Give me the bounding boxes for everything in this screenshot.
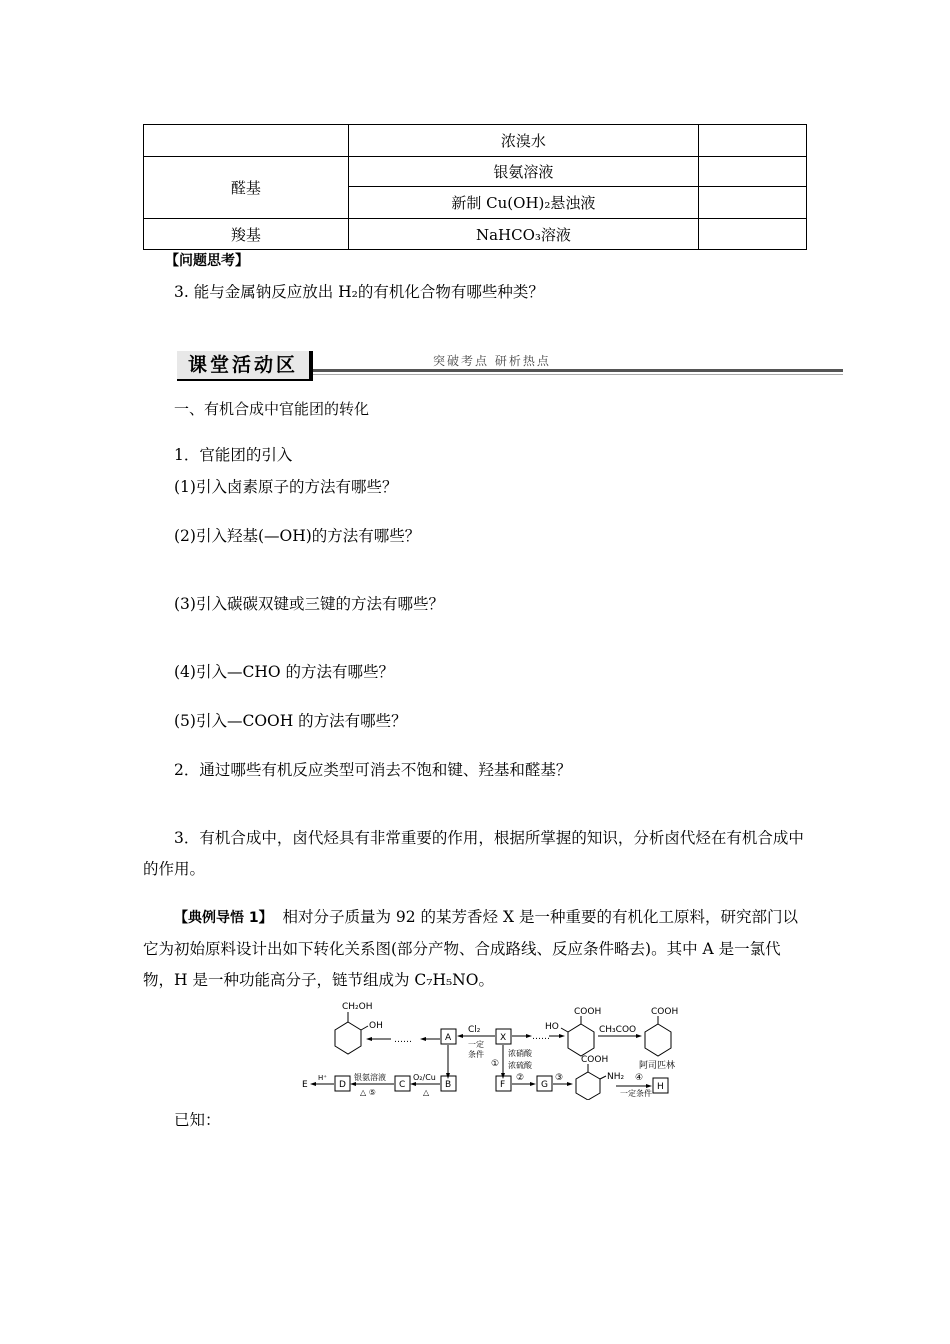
- arrow-head: [559, 1034, 565, 1038]
- step2-label: ②: [516, 1073, 525, 1083]
- banner-rule-thin: [313, 374, 843, 375]
- label-e: E: [302, 1080, 308, 1090]
- delta-label: △: [423, 1088, 430, 1097]
- table-cell: [699, 125, 807, 157]
- sulfuric-label: 浓硫酸: [508, 1061, 532, 1070]
- known-label: 已知：: [174, 1111, 221, 1129]
- arrow-head: [310, 1082, 316, 1086]
- table-cell: [699, 157, 807, 187]
- banner-rule: [313, 369, 843, 372]
- step1-label: ①: [491, 1059, 500, 1069]
- label-f: F: [500, 1080, 506, 1090]
- silver-label: 银氨溶液: [354, 1073, 386, 1082]
- example-paragraph: [143, 902, 808, 996]
- aminobenzoic-ring: [576, 1064, 606, 1100]
- arrow-head: [410, 1082, 416, 1086]
- cooh-label-3: COOH: [581, 1055, 609, 1065]
- cond-label-2: 条件: [468, 1050, 484, 1059]
- cooh-label: COOH: [574, 1007, 602, 1017]
- cond-label-1: 一定: [468, 1040, 484, 1049]
- question-1: (1)引入卤素原子的方法有哪些？: [174, 478, 398, 496]
- arrow-head: [530, 1082, 536, 1086]
- oh-label: OH: [369, 1021, 383, 1031]
- item-3: 3．有机合成中，卤代烃具有非常重要的作用，根据所掌握的知识，分析卤代烃在有机合成中的作用。: [143, 829, 804, 878]
- ch2oh-label: CH₂OH: [342, 1002, 373, 1012]
- table-cell: 浓溴水: [348, 125, 699, 157]
- label-h: H: [657, 1082, 664, 1092]
- o2cu-label: O₂/Cu: [413, 1073, 436, 1082]
- cooh-label-2: COOH: [651, 1007, 679, 1017]
- example-tag: 【典例导悟 1】: [174, 910, 273, 926]
- dots-label: ……: [394, 1035, 412, 1045]
- ho-label: HO: [545, 1022, 559, 1032]
- label-b: B: [445, 1080, 452, 1090]
- arrow-head: [350, 1082, 356, 1086]
- question-5: (5)引入—COOH 的方法有哪些？: [174, 712, 407, 730]
- label-c: C: [399, 1080, 406, 1090]
- aspirin-ring: [645, 1016, 671, 1056]
- label-x: X: [500, 1033, 507, 1043]
- salicylic-ring: [561, 1016, 594, 1056]
- item-2: 2．通过哪些有机反应类型可消去不饱和键、羟基和醛基？: [174, 761, 572, 779]
- item-1: 1．官能团的引入: [174, 446, 293, 464]
- section-heading: 一、有机合成中官能团的转化: [174, 400, 370, 418]
- ch3coo-label: CH₃COO: [599, 1025, 637, 1035]
- table-cell: 醛基: [144, 157, 349, 219]
- question-3-bond: (3)引入碳碳双键或三键的方法有哪些？: [174, 595, 444, 613]
- hplus-label: H⁺: [318, 1074, 327, 1082]
- table-cell: [699, 187, 807, 219]
- dots-label-2: ……: [532, 1032, 550, 1042]
- label-d: D: [339, 1080, 346, 1090]
- reagent-table: [143, 124, 807, 250]
- cond-once-label: 一定条件: [620, 1089, 652, 1098]
- cl2-label: Cl₂: [468, 1025, 481, 1035]
- table-cell: 羧基: [144, 219, 349, 250]
- question-4: (4)引入—CHO 的方法有哪些？: [174, 663, 394, 681]
- table-cell: [699, 219, 807, 250]
- example-text: 相对分子质量为 92 的某芳香烃 X 是一种重要的有机化工原料，研究部门以它为初始原料设计出如下转化关系图(部分产物、合成路线、反应条件略去)。其中 A 是一氯代物，H 是一种功能高分子，链节组成为 C₇H₅NO。: [143, 908, 798, 989]
- arrow-head: [457, 1034, 463, 1038]
- question-2: (2)引入羟基(—OH)的方法有哪些？: [174, 527, 421, 545]
- nh2-label: NH₂: [607, 1072, 625, 1082]
- nitric-label: 浓硝酸: [508, 1049, 532, 1058]
- reaction-scheme: [298, 996, 700, 1100]
- arrow-head: [420, 1037, 426, 1041]
- label-g: G: [541, 1080, 548, 1090]
- step3-label: ③: [555, 1073, 564, 1083]
- table-cell: 新制 Cu(OH)₂悬浊液: [348, 187, 699, 219]
- arrow-head: [567, 1082, 573, 1086]
- label-a: A: [445, 1033, 452, 1043]
- arrow-head: [366, 1037, 372, 1041]
- step5-label: △ ⑤: [360, 1088, 376, 1097]
- table-cell: [144, 125, 349, 157]
- cyclohexane-ring: [335, 1012, 368, 1054]
- arrow-head: [646, 1084, 652, 1088]
- section-banner-title: 课堂活动区: [177, 351, 313, 381]
- aspirin-label: 阿司匹林: [639, 1061, 676, 1071]
- question-3: 3. 能与金属钠反应放出 H₂的有机化合物有哪些种类？: [174, 283, 544, 301]
- step4-label: ④: [635, 1073, 644, 1083]
- question-think-heading: 【问题思考】: [165, 253, 249, 269]
- table-cell: 银氨溶液: [348, 157, 699, 187]
- table-cell: NaHCO₃溶液: [348, 219, 699, 250]
- arrow-head: [636, 1034, 642, 1038]
- banner-subtitle: 突破考点 研析热点: [433, 354, 551, 368]
